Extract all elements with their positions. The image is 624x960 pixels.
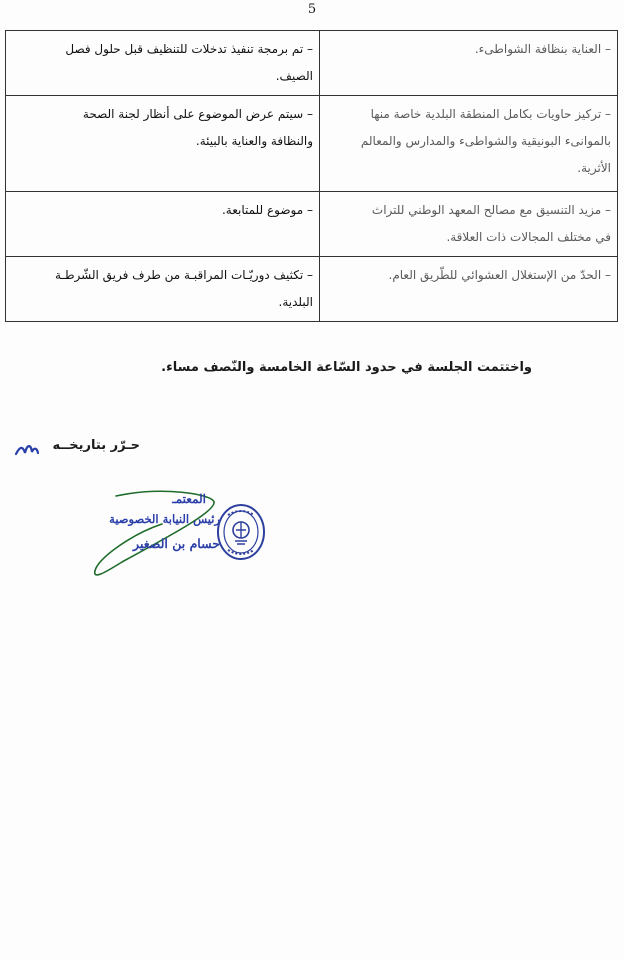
handwritten-date-mark — [14, 440, 40, 460]
cell-line: الصيف. — [275, 69, 313, 83]
signature-title-line: المعتمـ — [172, 492, 206, 506]
decision-cell — [6, 31, 320, 96]
table-row — [6, 192, 618, 257]
decision-cell — [6, 257, 320, 322]
signature-role-line: رئيس النيابة الخصوصية — [109, 512, 220, 526]
closing-statement: واختتمت الجلسة في حدود السّاعة الخامسة والنّصف مساء. — [161, 360, 532, 375]
cell-line: – تركيز حاويات بكامل المنطقة البلدية خاصة منها — [370, 107, 611, 121]
cell-line: البلدية. — [278, 295, 313, 309]
action-cell — [320, 96, 618, 192]
table-row — [6, 96, 618, 192]
cell-line: في مختلف المجالات ذات العلاقة. — [446, 230, 611, 244]
signature-block — [92, 490, 222, 580]
cell-line: – الحدّ من الإستغلال العشوائي للطّريق العام. — [388, 268, 611, 282]
cell-line: الأثرية. — [577, 161, 611, 175]
table-row — [6, 31, 618, 96]
action-cell — [320, 31, 618, 96]
cell-line: – مزيد التنسيق مع مصالح المعهد الوطني للتراث — [371, 203, 611, 217]
cell-line: – موضوع للمتابعة. — [221, 203, 313, 217]
cell-line: والنظافة والعناية بالبيئة. — [195, 134, 313, 148]
signature-name-line: حسام بن الصغير — [133, 536, 220, 551]
table-row — [6, 257, 618, 322]
decision-cell — [6, 96, 320, 192]
action-cell — [320, 192, 618, 257]
cell-line: – تم برمجة تنفيذ تدخلات للتنظيف قبل حلول فصل — [65, 42, 313, 56]
official-stamp-icon — [216, 503, 266, 561]
minutes-table — [5, 30, 618, 322]
cell-line: – تكثيف دوريّـات المراقبـة من طرف فريق الشّرطـة — [55, 268, 313, 282]
decision-cell — [6, 192, 320, 257]
action-cell — [320, 257, 618, 322]
cell-line: بالموانىء البونيقية والشواطىء والمدارس والمعالم — [360, 134, 611, 148]
cell-line: – سيتم عرض الموضوع على أنظار لجنة الصحة — [82, 107, 313, 121]
page-number: 5 — [307, 2, 317, 17]
drafted-on-date-label: حـرّر بتاريخــه — [52, 438, 140, 453]
cell-line: – العناية بنظافة الشواطىء. — [474, 42, 611, 56]
